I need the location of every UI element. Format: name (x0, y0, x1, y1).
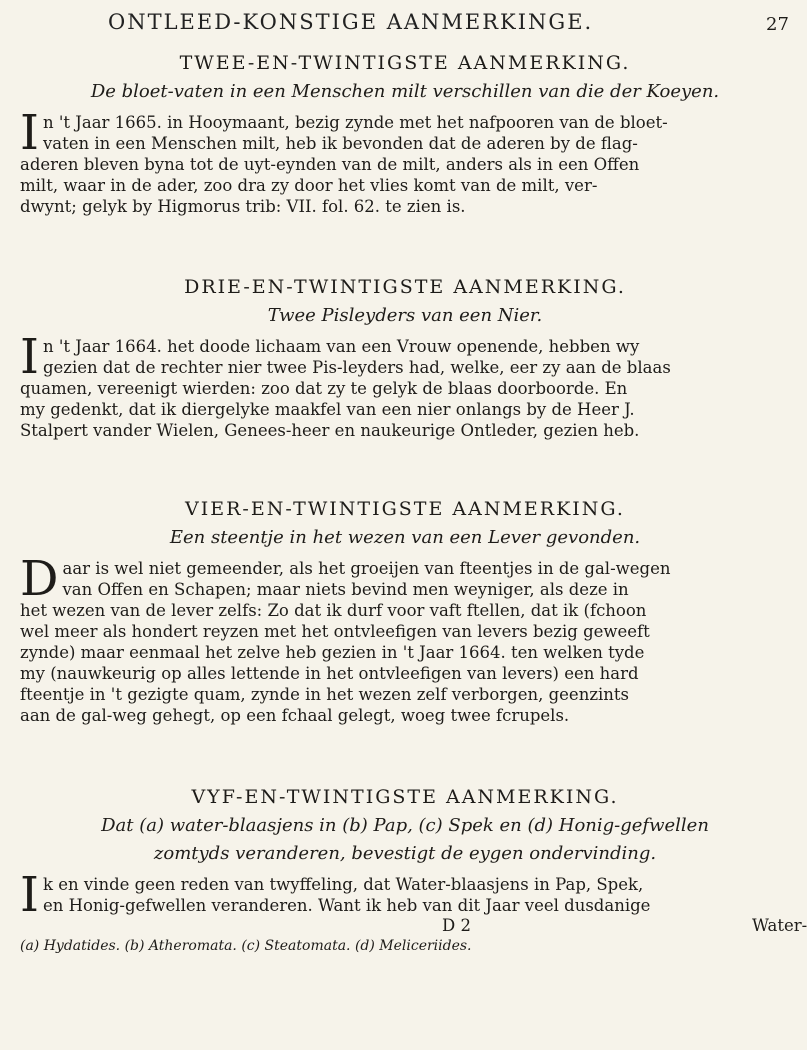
text-line: vaten in een Menschen milt, heb ik bevonden dat de aderen by de flag- (42, 134, 638, 153)
text-line: quamen, vereenigt wierden: zoo dat zy te gelyk de blaas doorboorde. En (20, 379, 628, 398)
signature-line (20, 916, 807, 936)
text-line: fteentje in 't gezigte quam, zynde in het wezen zelf verborgen, geenzints (20, 685, 630, 704)
section-23 (20, 272, 790, 441)
section-subtitle: De bloet-vaten in een Menschen milt verschillen van die der Koeyen. (90, 81, 720, 102)
signature-mark: D 2 (442, 916, 471, 935)
section-body (20, 867, 790, 923)
section-subtitle: Dat (a) water-blaasjens in (b) Pap, (c) Spek en (d) Honig-gefwellen (101, 815, 709, 836)
text-line: dwynt; gelyk by Higmorus trib: VII. fol. 62. te zien is. (20, 197, 466, 216)
section-title: TWEE-EN-TWINTIGSTE AANMERKING. (179, 52, 631, 74)
text-line: zynde) maar eenmaal het zelve heb gezien in 't Jaar 1664. ten welken tyde (20, 643, 645, 662)
drop-cap: I (20, 329, 39, 385)
footnotes: (a) Hydatides. (b) Atheromata. (c) Steatomata. (d) Meliceriides. (20, 938, 472, 954)
text-line: n 't Jaar 1665. in Hooymaant, bezig zynde met het nafpooren van de bloet- (42, 113, 668, 132)
section-25 (20, 782, 807, 954)
text-line: k en vinde geen reden van twyffeling, dat Water-blaasjens in Pap, Spek, (42, 875, 644, 894)
section-title: DRIE-EN-TWINTIGSTE AANMERKING. (184, 276, 626, 298)
text-line: Stalpert vander Wielen, Genees-heer en naukeurige Ontleder, gezien heb. (20, 421, 640, 440)
section-subtitle: Een steentje in het wezen van een Lever gevonden. (169, 527, 641, 548)
section-24 (20, 494, 790, 726)
text-line: milt, waar in de ader, zoo dra zy door het vlies komt van de milt, ver- (20, 176, 598, 195)
text-line: wel meer als hondert reyzen met het ontvleefigen van levers bezig geweeft (20, 622, 650, 641)
text-line: aar is wel niet gemeender, als het groeijen van fteentjes in de gal-wegen (62, 559, 671, 578)
catchword: Water- (752, 916, 807, 935)
text-line: van Offen en Schapen; maar niets bevind men weyniger, als deze in (62, 580, 629, 599)
section-22 (20, 48, 790, 217)
section-subtitle: zomtyds veranderen, bevestigt de eygen ondervinding. (153, 843, 657, 864)
text-line: aan de gal-weg gehegt, op een fchaal gelegt, woeg twee fcrupels. (20, 706, 570, 725)
section-body (20, 329, 790, 441)
text-line: my (nauwkeurig op alles lettende in het ontvleefigen van levers) een hard (20, 664, 639, 683)
drop-cap: I (20, 105, 39, 161)
section-title: VIER-EN-TWINTIGSTE AANMERKING. (185, 498, 625, 520)
running-head: ONTLEED-KONSTIGE AANMERKINGE. (108, 10, 594, 34)
text-line: gezien dat de rechter nier twee Pis-leyders had, welke, eer zy aan de blaas (42, 358, 671, 377)
drop-cap: D (20, 551, 59, 607)
section-body (20, 105, 790, 217)
section-body (20, 551, 790, 726)
text-line: n 't Jaar 1664. het doode lichaam van een Vrouw openende, hebben wy (42, 337, 640, 356)
text-line: en Honig-gefwellen veranderen. Want ik heb van dit Jaar veel dusdanige (42, 896, 651, 915)
text-line: my gedenkt, dat ik diergelyke maakfel van een nier onlangs by de Heer J. (20, 400, 635, 419)
drop-cap: I (20, 867, 39, 923)
text-line: het wezen van de lever zelfs: Zo dat ik durf voor vaft ftellen, dat ik (fchoon (20, 601, 647, 620)
page-number: 27 (766, 14, 789, 35)
section-subtitle: Twee Pisleyders van een Nier. (267, 305, 543, 326)
section-title: VYF-EN-TWINTIGSTE AANMERKING. (191, 786, 619, 808)
text-line: aderen bleven byna tot de uyt-eynden van de milt, anders als in een Offen (20, 155, 640, 174)
